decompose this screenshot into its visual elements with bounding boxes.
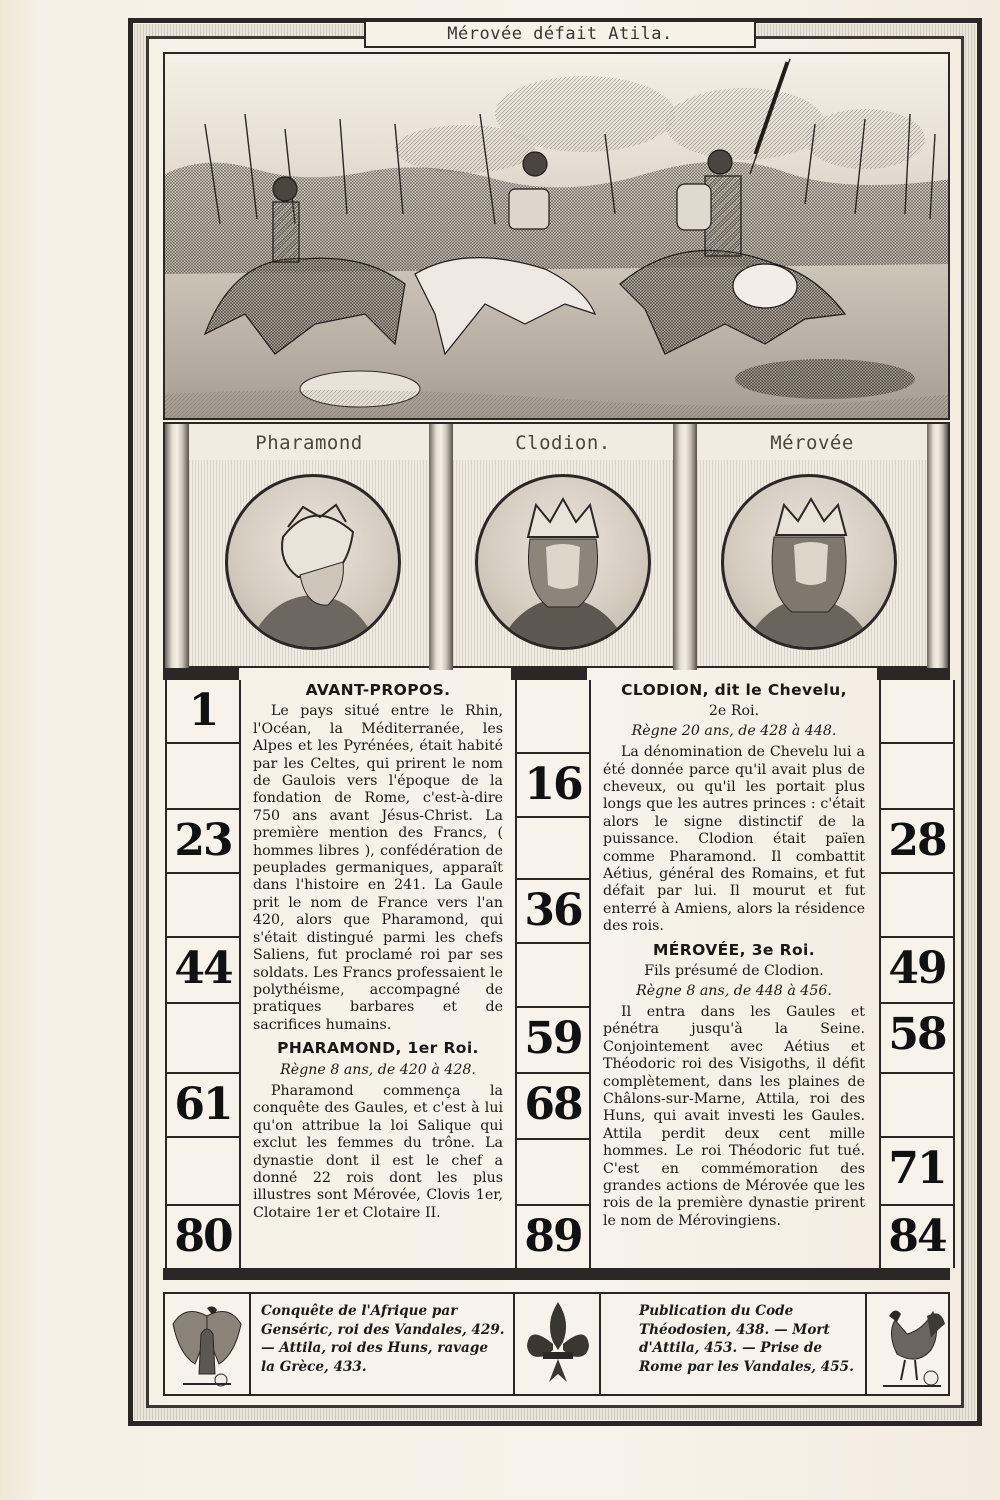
number-cell: 28 [881, 808, 953, 872]
battle-scene-illustration [163, 52, 950, 420]
avant-propos-heading: AVANT-PROPOS. [305, 681, 451, 699]
pharamond-reign: Règne 8 ans, de 420 à 428. [280, 1061, 476, 1078]
number-cell [517, 816, 589, 880]
column-pillar [165, 424, 189, 670]
number-cell: 1 [188, 685, 218, 736]
merovee-heading: MÉROVÉE, 3e Roi. [652, 940, 816, 959]
avant-propos-text: Le pays situé entre le Rhin, l'Océan, la Méditerranée, les Alpes et les Pyrénées, était habité par les Celtes, qui prirent le nom de Gaulois vers l'époque de la fondation de Rome, c'est-à-dire 750 ans avant Jésus-Christ. La première mention des Francs, ( hommes libres ), confédération de peuplades germaniques, apparaît dans l'histoire en 241. La Gaule prit le nom de France vers l'an 420, alors que Pharamond, qui s'était distingué parmi les chefs Saliens, fut proclamé roi par ses soldats. Les Francs professaient le polythéisme, accompagné de pratiques barbares et de sacrifices humains. [253, 703, 503, 1033]
rooster-icon [865, 1294, 948, 1394]
number-cell [881, 742, 953, 806]
column-cap [163, 668, 239, 680]
number-cell: 59 [517, 1006, 589, 1070]
number-cell [881, 680, 953, 742]
number-cell: 58 [881, 1002, 953, 1066]
number-cell: 36 [517, 878, 589, 942]
column-cap [877, 668, 950, 680]
page-title: Mérovée défait Atila. [364, 20, 756, 48]
footer-band [163, 1292, 950, 1396]
column-cap [511, 668, 587, 680]
number-cell [881, 872, 953, 936]
number-cell [167, 1002, 239, 1066]
number-column-3 [879, 680, 955, 1268]
clodion-heading: CLODION, dit le Chevelu, [621, 681, 847, 699]
number-cell: 68 [517, 1072, 589, 1136]
turbaned-king-portrait-icon [225, 474, 401, 650]
number-cell: 44 [167, 936, 239, 1000]
clodion-rank: 2e Roi. [708, 703, 760, 720]
portrait-name-merovee: Mérovée [770, 432, 854, 454]
column-pillar [673, 424, 697, 670]
pharamond-heading: PHARAMOND, 1er Roi. [277, 1039, 479, 1058]
crowned-king-portrait-icon [475, 474, 651, 650]
fleur-de-lis-icon [513, 1294, 601, 1394]
pharamond-text: Pharamond commença la conquête des Gaules, et c'est à lui qu'on attribue la loi Salique qui exclut les femmes du trône. La dynastie dont il est le chef a donné 22 rois dont les plus illustres sont Mérovée, Clovis 1er, Clotaire 1er et Clotaire II. [253, 1082, 503, 1221]
almanac-body [163, 668, 950, 1280]
number-cell: 61 [167, 1072, 239, 1136]
number-cell [517, 1138, 589, 1202]
portrait-gallery [163, 422, 950, 668]
number-cell [167, 742, 239, 806]
number-cell: 84 [881, 1204, 953, 1268]
merovee-reign: Règne 8 ans, de 448 à 456. [636, 982, 832, 999]
column-pillar [429, 424, 453, 670]
number-cell: 89 [517, 1204, 589, 1268]
number-cell [881, 1072, 953, 1136]
crowned-bearded-king-portrait-icon [721, 474, 897, 650]
number-column-2 [515, 680, 591, 1268]
eagle-icon [165, 1294, 251, 1394]
column-pillar [927, 424, 948, 670]
footer-left-note: Conquête de l'Afrique par Genséric, roi des Vandales, 429. — Attila, roi des Huns, ravage la Grèce, 433. [261, 1303, 505, 1375]
merovee-text: Il entra dans les Gaules et pénétra jusqu'à la Seine. Conjointement avec Aétius et Théodoric roi des Visigoths, il défit complètement, dans les plaines de Châlons-sur-Marne, Attila, roi des Huns, qui avait investi les Gaules. Attila perdit deux cent mille hommes. Le roi Théodoric fut tué. C'est en commémoration des grandes actions de Mérovée que les rois de la première dynastie prirent le nom de Mérovingiens. [603, 1003, 865, 1229]
number-cell: 71 [881, 1136, 953, 1200]
clodion-reign: Règne 20 ans, de 428 à 448. [631, 722, 837, 739]
left-text-column [253, 682, 503, 1228]
portrait-name-clodion: Clodion. [515, 432, 611, 454]
number-column-1 [165, 680, 241, 1268]
number-cell: 16 [517, 752, 589, 816]
column-base [163, 1268, 950, 1280]
number-cell [517, 942, 589, 1006]
number-cell: 49 [881, 936, 953, 1000]
number-cell [167, 1136, 239, 1200]
number-cell: 80 [167, 1204, 239, 1268]
clodion-text: La dénomination de Chevelu lui a été donnée parce qu'il avait plus de cheveux, ou qu'il les portait plus longs que les autres princes : c'était alors le signe distinctif de la puissance. Clodion était païen comme Pharamond. Il combattit Aétius, général des Romains, et fut défait par lui. Il mourut et fut enterré à Amiens, alors la résidence des rois. [603, 744, 865, 935]
portrait-name-pharamond: Pharamond [255, 432, 363, 454]
battle-scene-svg [165, 54, 950, 420]
number-cell [517, 680, 589, 742]
number-cell: 23 [167, 808, 239, 872]
footer-right-note: Publication du Code Théodosien, 438. — Mort d'Attila, 453. — Prise de Rome par les Vandales, 455. [639, 1303, 854, 1375]
right-text-column [603, 682, 865, 1236]
trees [395, 76, 925, 173]
number-cell [167, 872, 239, 936]
merovee-parentage: Fils présumé de Clodion. [644, 963, 824, 980]
